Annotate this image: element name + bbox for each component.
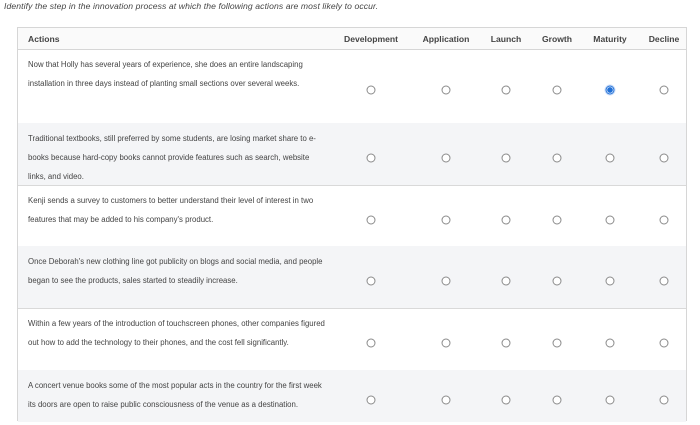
radio-decline[interactable]: [660, 154, 669, 163]
instruction-text: Identify the step in the innovation process at which the following actions are most likely to occur.: [4, 1, 379, 11]
radio-decline[interactable]: [660, 396, 669, 405]
radio-development[interactable]: [367, 154, 376, 163]
radio-development[interactable]: [367, 215, 376, 224]
table-row: [18, 370, 686, 422]
radio-development[interactable]: [367, 339, 376, 348]
action-description: Once Deborah's new clothing line got publicity on blogs and social media, and people began to see the products, sales started to steadily increase.: [28, 257, 323, 285]
radio-launch[interactable]: [502, 215, 511, 224]
table-row: [18, 185, 686, 247]
radio-decline[interactable]: [660, 277, 669, 286]
table-header: [18, 28, 686, 50]
action-description: Now that Holly has several years of experience, she does an entire landscaping installation in three days instead of planting small sections over several weeks.: [28, 60, 303, 88]
radio-growth[interactable]: [553, 339, 562, 348]
action-description: Within a few years of the introduction of touchscreen phones, other companies figured out how to add the technology to their phones, and the cost fell significantly.: [28, 319, 325, 347]
radio-development[interactable]: [367, 86, 376, 95]
table-row: [18, 308, 686, 371]
radio-growth[interactable]: [553, 396, 562, 405]
radio-decline[interactable]: [660, 86, 669, 95]
radio-maturity[interactable]: [606, 396, 615, 405]
radio-maturity[interactable]: [606, 154, 615, 163]
action-description: Traditional textbooks, still preferred by some students, are losing market share to e-books because hard-copy books cannot provide features such as search, website links, and video.: [28, 134, 316, 181]
action-description: A concert venue books some of the most popular acts in the country for the first week its doors are open to raise public consciousness of the venue as a destination.: [28, 381, 322, 409]
radio-maturity[interactable]: [606, 215, 615, 224]
radio-launch[interactable]: [502, 154, 511, 163]
radio-maturity[interactable]: [606, 339, 615, 348]
radio-application[interactable]: [442, 277, 451, 286]
radio-development[interactable]: [367, 396, 376, 405]
radio-maturity[interactable]: [606, 86, 615, 95]
header-growth: Growth: [541, 34, 573, 44]
table-row: [18, 123, 686, 186]
radio-application[interactable]: [442, 154, 451, 163]
radio-launch[interactable]: [502, 277, 511, 286]
radio-launch[interactable]: [502, 396, 511, 405]
radio-application[interactable]: [442, 86, 451, 95]
header-development: Development: [344, 34, 398, 44]
radio-launch[interactable]: [502, 86, 511, 95]
radio-growth[interactable]: [553, 277, 562, 286]
table-row: [18, 246, 686, 309]
classification-table: [17, 27, 687, 421]
radio-maturity[interactable]: [606, 277, 615, 286]
header-actions: Actions: [28, 34, 60, 44]
radio-decline[interactable]: [660, 339, 669, 348]
header-application: Application: [422, 34, 470, 44]
action-description: Kenji sends a survey to customers to better understand their level of interest in two features that may be added to his company's product.: [28, 196, 314, 224]
radio-application[interactable]: [442, 396, 451, 405]
table-row: [18, 49, 686, 124]
radio-growth[interactable]: [553, 215, 562, 224]
header-launch: Launch: [490, 34, 522, 44]
radio-growth[interactable]: [553, 86, 562, 95]
radio-growth[interactable]: [553, 154, 562, 163]
radio-decline[interactable]: [660, 215, 669, 224]
radio-application[interactable]: [442, 215, 451, 224]
header-maturity: Maturity: [593, 34, 627, 44]
radio-application[interactable]: [442, 339, 451, 348]
radio-launch[interactable]: [502, 339, 511, 348]
radio-development[interactable]: [367, 277, 376, 286]
header-decline: Decline: [648, 34, 680, 44]
